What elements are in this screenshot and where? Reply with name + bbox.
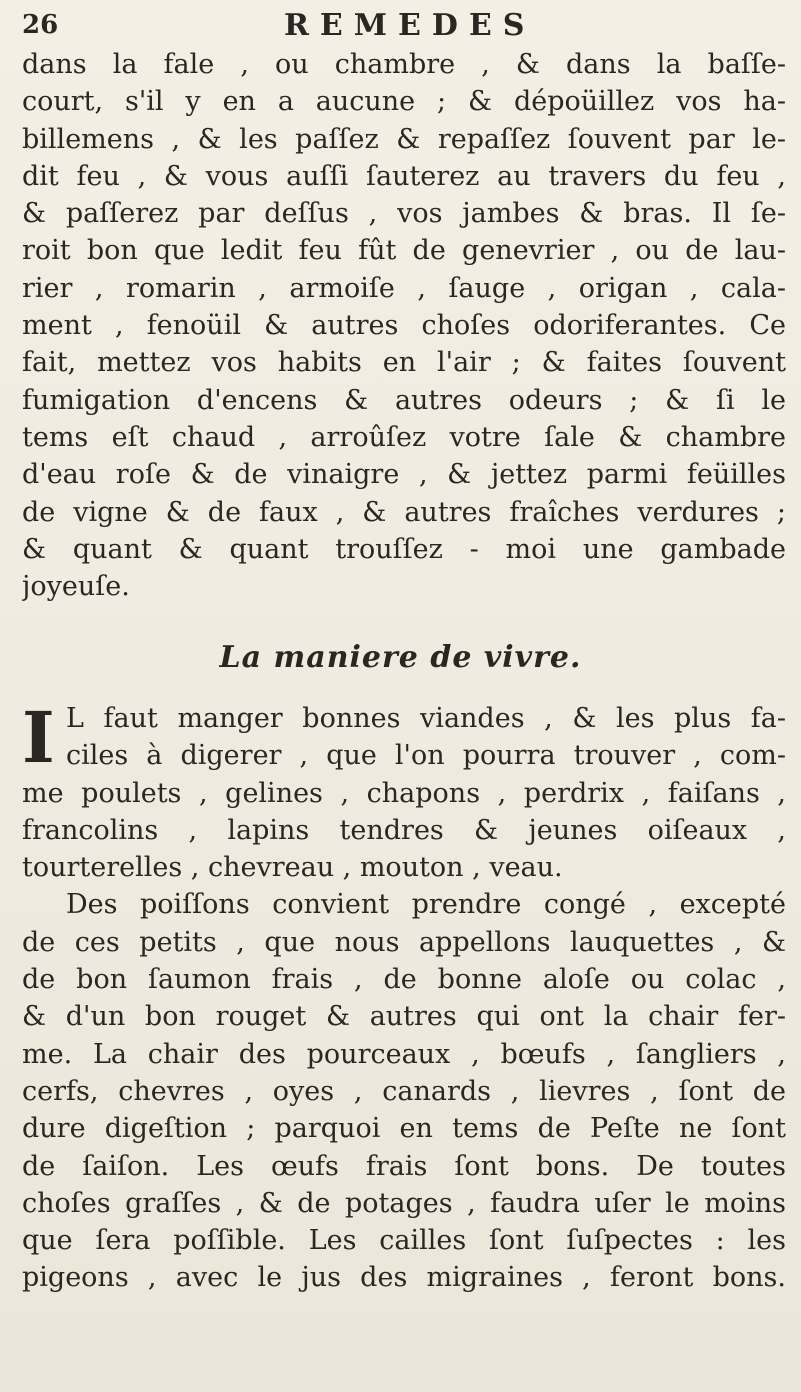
text-line: roit bon que ledit feu fût de genevrier , ou de lau- [22, 235, 786, 267]
text-line: de ſaiſon. Les œufs frais ſont bons. De toutes [22, 1150, 786, 1182]
text-line: Des poiſſons convient prendre congé , excepté [66, 889, 786, 921]
drop-cap: I [22, 696, 55, 779]
text-line: tourterelles , chevreau , mouton , veau. [22, 852, 563, 884]
text-line: joyeuſe. [22, 571, 130, 603]
page-number: 26 [22, 10, 59, 40]
text-line: cerfs, chevres , oyes , canards , lievres , ſont de [22, 1075, 786, 1107]
text-line: fait, mettez vos habits en l'air ; & faites ſouvent [22, 347, 786, 379]
page-header [22, 6, 782, 46]
text-line: ciles à digerer , que l'on pourra trouver , com- [66, 740, 786, 772]
text-line: de vigne & de faux , & autres fraîches verdures ; [22, 496, 786, 528]
text-line: que ſera poſſible. Les cailles ſont ſuſpectes : les [22, 1225, 786, 1257]
text-line: & d'un bon rouget & autres qui ont la chair fer- [22, 1001, 786, 1033]
section-title: La maniere de vivre. [219, 640, 582, 675]
text-line: pigeons , avec le jus des migraines , feront bons. [22, 1262, 786, 1294]
text-line: dans la fale , ou chambre , & dans la baſſe- [22, 49, 786, 80]
text-line: court, s'il y en a aucune ; & dépoüillez vos ha- [22, 86, 786, 118]
text-line: ment , fenoüil & autres choſes odoriferantes. Ce [22, 310, 786, 342]
running-head: REMEDES [284, 8, 536, 43]
text-line: rier , romarin , armoiſe , ſauge , origan , cala- [22, 272, 786, 304]
paragraph-diet [22, 696, 786, 1297]
text-line: me. La chair des pourceaux , bœufs , ſangliers , [22, 1038, 786, 1070]
text-line: fumigation d'encens & autres odeurs ; & ſi le [22, 384, 786, 416]
text-line: & paſſerez par deſſus , vos jambes & bras. Il ſe- [22, 198, 786, 230]
text-line: tems eſt chaud , arroûſez votre ſale & chambre [22, 421, 786, 453]
text-line: de bon ſaumon frais , de bonne aloſe ou colac , [22, 964, 786, 996]
text-line: francolins , lapins tendres & jeunes oiſeaux , [22, 814, 786, 846]
text-line: dit feu , & vous auſſi ſauterez au travers du feu , [22, 160, 786, 192]
text-line: de ces petits , que nous appellons lauquettes , & [22, 926, 786, 958]
text-line: choſes graſſes , & de potages , faudra uſer le moins [22, 1187, 786, 1219]
text-line: & quant & quant trouſſez - moi une gambade [22, 533, 786, 565]
text-line: billemens , & les paſſez & repaſſez ſouvent par le- [22, 123, 786, 155]
text-line: me poulets , gelines , chapons , perdrix , faiſans , [22, 777, 786, 809]
paragraph-plague-remedy [22, 46, 786, 605]
text-line: d'eau roſe & de vinaigre , & jettez parmi feüilles [22, 459, 786, 491]
text-line: dure digeſtion ; parquoi en tems de Peſte ne ſont [22, 1113, 786, 1145]
text-line: L faut manger bonnes viandes , & les plus fa- [66, 703, 786, 734]
